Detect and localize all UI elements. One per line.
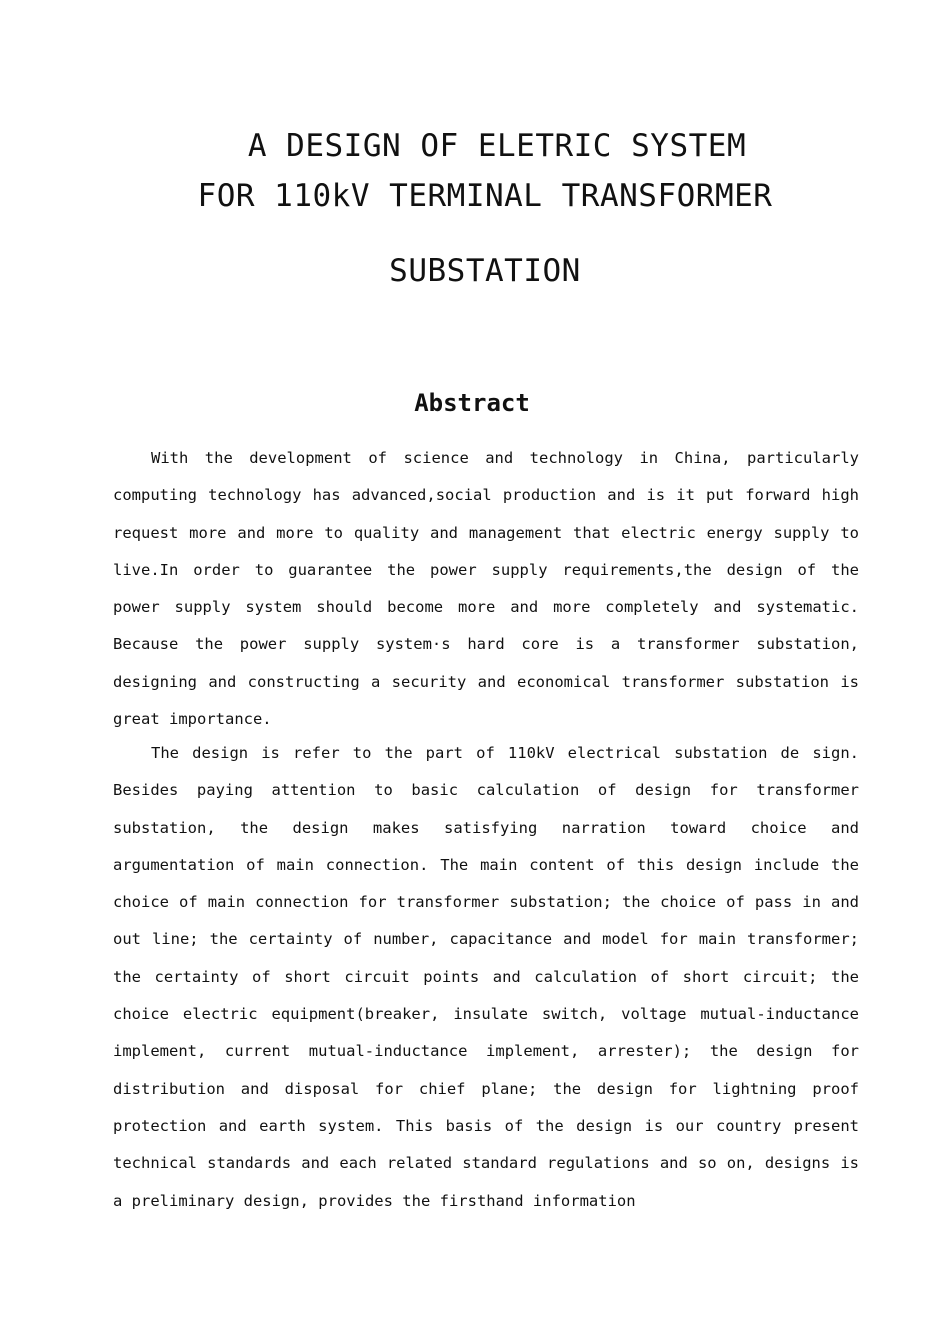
title-line-1: A DESIGN OF ELETRIC SYSTEM	[247, 128, 747, 164]
title-line-3: SUBSTATION	[389, 253, 581, 289]
abstract-paragraph-2-container	[113, 735, 859, 1220]
title-line-2: FOR 110kV TERMINAL TRANSFORMER	[197, 178, 773, 214]
abstract-paragraph-2: The design is refer to the part of 110kV electrical substation de sign. Besides paying attention to basic calculation of design for transformer substation, the design makes satisfying narration toward choice and argumentation of main connection. The main content of this design include the choice of main connection for transformer substation; the choice of pass in and out line; the certainty of number, capacitance and model for main transformer; the certainty of short circuit points and calculation of short circuit; the choice electric equipment(breaker, insulate switch, voltage mutual-inductance implement, current mutual-inductance implement, arrester); the design for distribution and disposal for chief plane; the design for lightning proof protection and earth system. This basis of the design is our country present technical standards and each related standard regulations and so on, designs is a preliminary design, provides the firsthand information	[113, 744, 859, 1210]
abstract-paragraph-1-container	[113, 440, 859, 738]
abstract-paragraph-1: With the development of science and technology in China, particularly computing technology has advanced,social production and is it put forward high request more and more to quality and management that electric energy supply to live.In order to guarantee the power supply requirements,the design of the power supply system should become more and more completely and systematic. Because the power supply system·s hard core is a transformer substation, designing and constructing a security and economical transformer substation is great importance.	[113, 449, 859, 729]
abstract-heading: Abstract	[414, 389, 530, 417]
